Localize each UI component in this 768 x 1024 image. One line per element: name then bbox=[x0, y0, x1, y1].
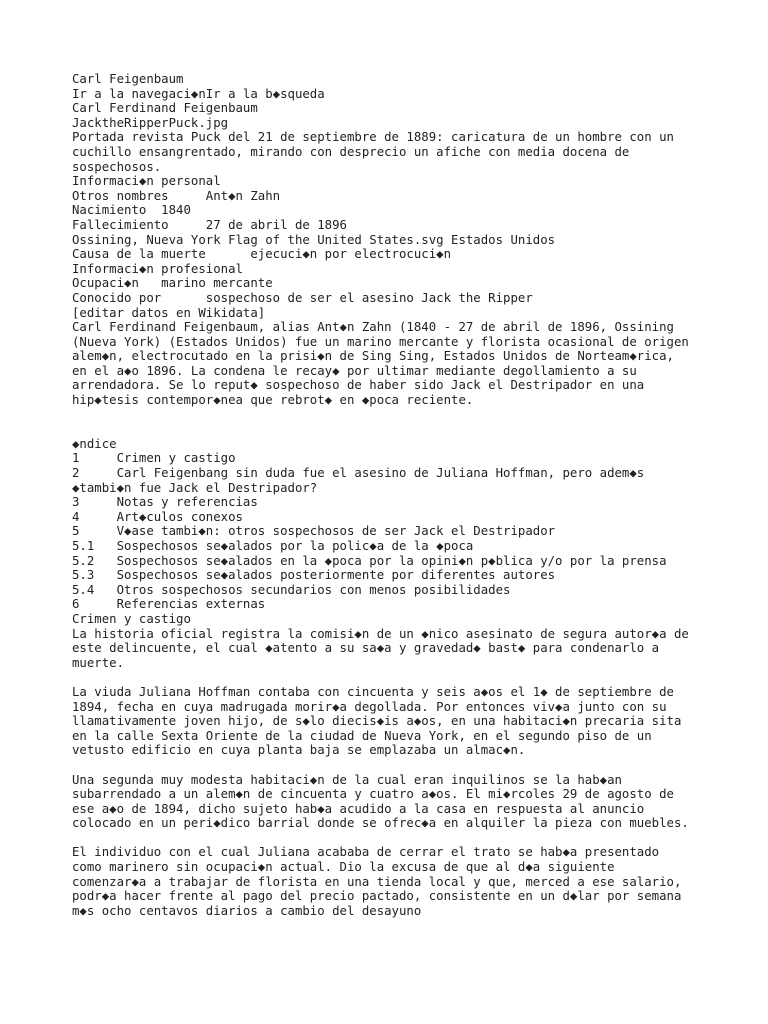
text-line: 5.3 Sospechosos se◆alados posteriormente por diferentes autores bbox=[72, 568, 556, 583]
text-line: ese a◆o de 1894, dicho sujeto hab◆a acudido a la casa en respuesta al anuncio bbox=[72, 801, 645, 816]
text-line: Una segunda muy modesta habitaci◆n de la cual eran inquilinos se la hab◆an bbox=[72, 772, 622, 787]
text-line: Causa de la muerte ejecuci◆n por electrocuci◆n bbox=[72, 247, 452, 262]
text-line: Crimen y castigo bbox=[72, 611, 191, 626]
text-line: sospechosos. bbox=[72, 159, 162, 174]
text-line: Nacimiento 1840 bbox=[72, 203, 191, 218]
text-line: Informaci◆n profesional bbox=[72, 261, 243, 276]
text-line: este delincuente, el cual ◆atento a su sa◆a y gravedad◆ bast◆ para condenarlo a bbox=[72, 641, 660, 656]
text-line: (Nueva York) (Estados Unidos) fue un marino mercante y florista ocasional de origen bbox=[72, 334, 689, 349]
blank-line bbox=[72, 422, 712, 437]
blank-line bbox=[72, 831, 712, 846]
text-line: podr◆a hacer frente al pago del precio pactado, consistente en un d◆lar por semana bbox=[72, 889, 682, 904]
text-line: Carl Ferdinand Feigenbaum bbox=[72, 101, 258, 116]
text-line: ◆ndice bbox=[72, 436, 117, 451]
text-line: Ossining, Nueva York Flag of the United States.svg Estados Unidos bbox=[72, 232, 556, 247]
text-line: llamativamente joven hijo, de s◆lo diecis◆is a◆os, en una habitaci◆n precaria sita bbox=[72, 714, 682, 729]
text-line: como marinero sin ocupaci◆n actual. Dio la excusa de que al d◆a siguiente bbox=[72, 860, 615, 875]
text-line: Fallecimiento 27 de abril de 1896 bbox=[72, 217, 347, 232]
text-line: m◆s ocho centavos diarios a cambio del desayuno bbox=[72, 903, 422, 918]
text-line: 5.2 Sospechosos se◆alados en la ◆poca por la opini◆n p◆blica y/o por la prensa bbox=[72, 553, 667, 568]
document-body bbox=[72, 72, 712, 918]
text-line: 6 Referencias externas bbox=[72, 597, 266, 612]
text-line: en el a◆o 1896. La condena le recay◆ por ultimar mediante degollamiento a su bbox=[72, 363, 637, 378]
text-line: colocado en un peri◆dico barrial donde se ofrec◆a en alquiler la pieza con muebles. bbox=[72, 816, 689, 831]
text-line: cuchillo ensangrentado, mirando con desprecio un afiche con media docena de bbox=[72, 144, 630, 159]
text-line: 4 Art◆culos conexos bbox=[72, 509, 243, 524]
text-line: 5.4 Otros sospechosos secundarios con menos posibilidades bbox=[72, 582, 511, 597]
text-line: hip◆tesis contempor◆nea que rebrot◆ en ◆poca reciente. bbox=[72, 393, 474, 408]
text-line: comenzar◆a a trabajar de florista en una tienda local y que, merced a ese salario, bbox=[72, 874, 682, 889]
text-line: La viuda Juliana Hoffman contaba con cincuenta y seis a◆os el 1◆ de septiembre de bbox=[72, 684, 674, 699]
text-line: 1 Crimen y castigo bbox=[72, 451, 236, 466]
text-line: muerte. bbox=[72, 655, 125, 670]
text-line: Conocido por sospechoso de ser el asesino Jack the Ripper bbox=[72, 290, 533, 305]
text-line: 2 Carl Feigenbang sin duda fue el asesino de Juliana Hoffman, pero adem◆s bbox=[72, 466, 645, 481]
text-line: La historia oficial registra la comisi◆n de un ◆nico asesinato de segura autor◆a de bbox=[72, 626, 689, 641]
text-line: 1894, fecha en cuya madrugada morir◆a degollada. Por entonces viv◆a junto con su bbox=[72, 699, 667, 714]
text-line: JacktheRipperPuck.jpg bbox=[72, 115, 229, 130]
text-line: Otros nombres Ant◆n Zahn bbox=[72, 188, 281, 203]
text-line: Ir a la navegaci◆nIr a la b◆squeda bbox=[72, 86, 325, 101]
text-line: Carl Ferdinand Feigenbaum, alias Ant◆n Zahn (1840 - 27 de abril de 1896, Ossining bbox=[72, 320, 674, 335]
text-line: ◆tambi◆n fue Jack el Destripador? bbox=[72, 480, 318, 495]
text-line: Informaci◆n personal bbox=[72, 174, 221, 189]
text-line: 3 Notas y referencias bbox=[72, 495, 258, 510]
blank-line bbox=[72, 408, 712, 423]
text-line: 5 V◆ase tambi◆n: otros sospechosos de ser Jack el Destripador bbox=[72, 524, 556, 539]
text-line: alem◆n, electrocutado en la prisi◆n de Sing Sing, Estados Unidos de Norteam◆rica, bbox=[72, 349, 674, 364]
text-line: Ocupaci◆n marino mercante bbox=[72, 276, 273, 291]
text-line: Carl Feigenbaum bbox=[72, 72, 184, 86]
blank-line bbox=[72, 670, 712, 685]
text-line: subarrendado a un alem◆n de cincuenta y cuatro a◆os. El mi◆rcoles 29 de agosto de bbox=[72, 787, 674, 802]
text-line: arrendadora. Se lo reput◆ sospechoso de haber sido Jack el Destripador en una bbox=[72, 378, 645, 393]
text-line: El individuo con el cual Juliana acababa de cerrar el trato se hab◆a presentado bbox=[72, 845, 660, 860]
text-line: 5.1 Sospechosos se◆alados por la polic◆a de la ◆poca bbox=[72, 539, 474, 553]
blank-line bbox=[72, 758, 712, 773]
text-line: [editar datos en Wikidata] bbox=[72, 305, 266, 320]
text-line: en la calle Sexta Oriente de la ciudad de Nueva York, en el segundo piso de un bbox=[72, 728, 652, 743]
text-line: vetusto edificio en cuya planta baja se emplazaba un almac◆n. bbox=[72, 743, 526, 758]
text-line: Portada revista Puck del 21 de septiembre de 1889: caricatura de un hombre con un bbox=[72, 130, 674, 145]
